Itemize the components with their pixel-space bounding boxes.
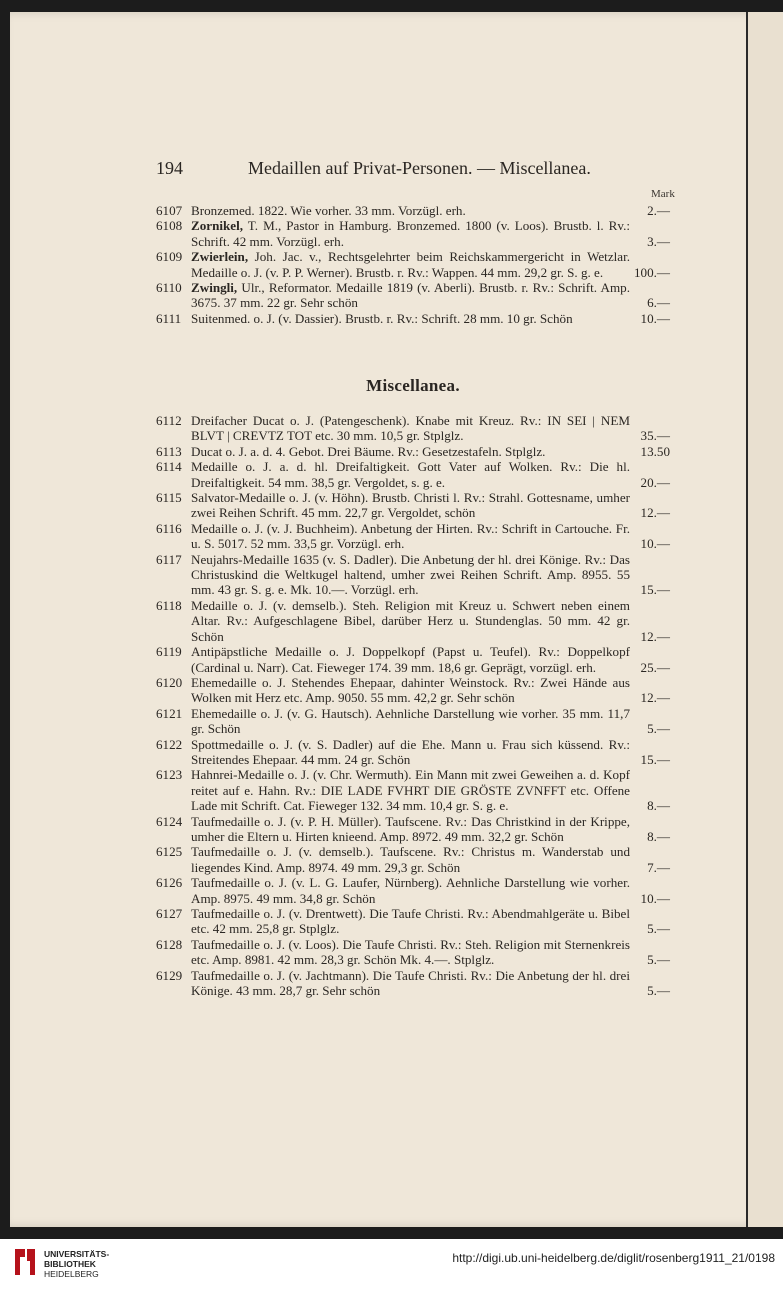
catalog-entry	[156, 968, 670, 999]
entry-description	[191, 937, 630, 968]
entry-text: Medaille o. J. (v. demselb.). Steh. Religion mit Kreuz u. Schwert neben einem Altar. Rv.: Aufgeschlagene Bibel, darüber Herz u. Stundenglas. 50 mm. 42 gr. Schön	[191, 597, 630, 644]
entry-price: 5.—	[647, 921, 670, 937]
entry-description	[191, 280, 630, 311]
entry-price: 3.—	[647, 233, 670, 249]
entry-price: 8.—	[647, 798, 670, 814]
entry-price: 5.—	[647, 952, 670, 968]
catalog-entry	[156, 459, 670, 490]
entry-person-name: Zwingli,	[191, 280, 238, 296]
catalog-entry	[156, 552, 670, 598]
logo-line-3: HEIDELBERG	[44, 1269, 99, 1279]
entry-description	[191, 490, 630, 521]
catalog-entry	[156, 444, 670, 459]
entry-price: 35.—	[640, 428, 670, 444]
catalog-entry	[156, 814, 670, 845]
logo-line-1: UNIVERSITÄTS-	[44, 1249, 110, 1259]
entry-description	[191, 644, 630, 675]
entry-number: 6109	[156, 249, 183, 265]
entry-text: Medaille o. J. (v. J. Buchheim). Anbetung der Hirten. Rv.: Schrift in Cartouche. Fr. u. S. 5017. 52 mm. 33,5 gr. Vorzügl. erh.	[191, 520, 630, 552]
catalog-entry	[156, 490, 670, 521]
catalog-entry	[156, 249, 670, 280]
entry-number: 6127	[156, 906, 183, 921]
entry-text: Dreifacher Ducat o. J. (Patengeschenk). Knabe mit Kreuz. Rv.: IN SEI | NEM BLVT | CREVTZ TOT etc. 30 mm. 10,5 gr. Stplglz.	[191, 413, 630, 444]
entry-number: 6120	[156, 674, 183, 690]
entry-price: 5.—	[647, 721, 670, 737]
catalog-entry	[156, 280, 670, 311]
entry-number: 6108	[156, 218, 183, 234]
source-url-link[interactable]: http://digi.ub.uni-heidelberg.de/diglit/rosenberg1911_21/0198	[452, 1251, 775, 1265]
entry-price: 6.—	[647, 295, 670, 311]
entry-price: 12.—	[640, 690, 670, 706]
entry-text: Taufmedaille o. J. (v. Loos). Die Taufe Christi. Rv.: Steh. Religion mit Sternenkreis etc. Amp. 8981. 42 mm. 28,3 gr. Schön Mk. 4.—. Stplglz.	[191, 936, 630, 968]
entry-price: 15.—	[640, 582, 670, 598]
catalog-entry	[156, 767, 670, 813]
entry-text: Ehemedaille o. J. (v. G. Hautsch). Aehnliche Darstellung wie vorher. 35 mm. 11,7 gr. Schön	[191, 705, 630, 737]
entry-number: 6112	[156, 413, 182, 428]
catalog-entry	[156, 413, 670, 444]
entry-text: Neujahrs-Medaille 1635 (v. S. Dadler). Die Anbetung der hl. drei Könige. Rv.: Das Christuskind die Weltkugel haltend, umher zwei Reihen Schrift. Amp. 8955. 55 mm. 43 gr. S. g. e. Mk. 10.—. Vorzügl. erh.	[191, 551, 630, 598]
entry-text: Salvator-Medaille o. J. (v. Höhn). Brustb. Christi l. Rv.: Strahl. Gottesname, umher zwei Reihen Schrift. 45 mm. 22,7 gr. Vergoldet, schön	[191, 490, 630, 521]
entry-number: 6118	[156, 597, 182, 613]
entry-description	[191, 906, 630, 937]
entry-description	[191, 552, 630, 598]
entry-price: 10.—	[640, 890, 670, 906]
entry-text: Spottmedaille o. J. (v. S. Dadler) auf die Ehe. Mann u. Frau sich küssend. Rv.: Streitendes Ehepaar. 44 mm. 24 gr. Schön	[191, 736, 630, 767]
entry-number: 6119	[156, 644, 182, 660]
entry-text: Bronzemed. 1822. Wie vorher. 33 mm. Vorzügl. erh.	[191, 203, 466, 218]
entry-text: Medaille o. J. a. d. hl. Dreifaltigkeit. Gott Vater auf Wolken. Rv.: Die hl. Dreifaltigkeit. 54 mm. 38,5 gr. Vergoldet, s. g. e.	[191, 459, 630, 490]
footer-bar	[0, 1239, 783, 1293]
entry-description	[191, 444, 630, 459]
entry-number: 6107	[156, 203, 183, 218]
entry-number: 6110	[156, 280, 182, 296]
entry-text: T. M., Pastor in Hamburg. Bronzemed. 1800 (v. Loos). Brustb. l. Rv.: Schrift. 42 mm. Vorzügl. erh.	[191, 218, 630, 249]
entry-price: 100.—	[633, 264, 670, 280]
catalog-entry	[156, 906, 670, 937]
page-number: 194	[156, 158, 183, 178]
entry-description	[191, 203, 630, 218]
entry-text: Taufmedaille o. J. (v. L. G. Laufer, Nürnberg). Aehnliche Darstellung wie vorher. Amp. 8975. 49 mm. 34,8 gr. Schön	[191, 875, 630, 906]
entry-description	[191, 521, 630, 552]
entry-number: 6125	[156, 844, 183, 860]
next-page-edge	[746, 12, 783, 1227]
entry-person-name: Zornikel,	[191, 218, 244, 234]
entry-description	[191, 844, 630, 875]
catalog-entry	[156, 218, 670, 249]
entry-text: Ulr., Reformator. Medaille 1819 (v. Aberli). Brustb. r. Rv.: Schrift. Amp. 3675. 37 mm. 22 gr. Sehr schön	[191, 280, 630, 311]
entry-number: 6121	[156, 705, 183, 721]
entry-price: 13.50	[640, 443, 670, 459]
entry-number: 6123	[156, 767, 183, 783]
catalog-entry	[156, 521, 670, 552]
entry-number: 6126	[156, 875, 183, 891]
entry-number: 6111	[156, 310, 182, 326]
entries-section-1	[156, 203, 670, 326]
entry-number: 6114	[156, 459, 182, 475]
entry-price: 12.—	[640, 505, 670, 521]
entry-price: 10.—	[640, 536, 670, 552]
entry-number: 6129	[156, 967, 183, 983]
catalog-entry	[156, 875, 670, 906]
entry-description	[191, 737, 630, 768]
entry-text: Ducat o. J. a. d. 4. Gebot. Drei Bäume. Rv.: Gesetzestafeln. Stplglz.	[191, 443, 546, 459]
entry-number: 6115	[156, 490, 182, 506]
entry-description	[191, 218, 630, 249]
entry-price: 8.—	[647, 828, 670, 844]
entry-description	[191, 459, 630, 490]
entry-person-name: Zwierlein,	[191, 249, 249, 265]
entry-price: 12.—	[640, 628, 670, 644]
entry-description	[191, 968, 630, 999]
catalog-entry	[156, 706, 670, 737]
entry-number: 6117	[156, 551, 182, 567]
entry-number: 6116	[156, 520, 182, 536]
entry-description	[191, 706, 630, 737]
entry-text: Taufmedaille o. J. (v. Jachtmann). Die Taufe Christi. Rv.: Die Anbetung der hl. drei Könige. 43 mm. 28,7 gr. Sehr schön	[191, 967, 630, 999]
entry-description	[191, 249, 630, 280]
entry-price: 5.—	[647, 983, 670, 999]
entry-price: 10.—	[640, 310, 670, 326]
catalog-entry	[156, 737, 670, 768]
entry-price: 2.—	[647, 203, 670, 218]
entries-section-2	[156, 413, 670, 998]
entry-description	[191, 675, 630, 706]
library-logo-text	[44, 1249, 109, 1279]
catalog-entry	[156, 311, 670, 326]
entry-description	[191, 598, 630, 644]
page-title: Medaillen auf Privat-Personen. — Miscellanea.	[248, 158, 591, 178]
entry-price: 7.—	[647, 859, 670, 875]
logo-line-2: BIBLIOTHEK	[44, 1259, 96, 1269]
catalog-entry	[156, 844, 670, 875]
entry-number: 6122	[156, 736, 183, 752]
section-heading: Miscellanea.	[366, 376, 460, 395]
entry-price: 25.—	[640, 659, 670, 675]
entry-description	[191, 875, 630, 906]
entry-text: Suitenmed. o. J. (v. Dassier). Brustb. r. Rv.: Schrift. 28 mm. 10 gr. Schön	[191, 310, 573, 326]
entry-description	[191, 413, 630, 444]
entry-price: 20.—	[640, 474, 670, 490]
catalog-entry	[156, 203, 670, 218]
entry-text: Taufmedaille o. J. (v. Drentwett). Die Taufe Christi. Rv.: Abendmahlgeräte u. Bibel etc. 42 mm. 25,8 gr. Stplglz.	[191, 906, 630, 937]
catalog-entry	[156, 644, 670, 675]
entry-description	[191, 814, 630, 845]
entry-price: 15.—	[640, 751, 670, 767]
entry-number: 6128	[156, 936, 183, 952]
entry-number: 6124	[156, 813, 183, 829]
catalog-entry	[156, 598, 670, 644]
entry-text: Taufmedaille o. J. (v. P. H. Müller). Taufscene. Rv.: Das Christkind in der Krippe, umher die Eltern u. Hirten knieend. Amp. 8972. 49 mm. 32,2 gr. Schön	[191, 813, 630, 844]
entry-description	[191, 311, 630, 326]
entry-text: Hahnrei-Medaille o. J. (v. Chr. Wermuth). Ein Mann mit zwei Geweihen a. d. Kopf reitet auf e. Hahn. Rv.: DIE LADE FVHRT DIE GRÖSTE ZVNFFT etc. Offene Lade mit Schrift. Cat. Fieweger 132. 34 mm. 10,4 gr. S. g. e.	[191, 767, 630, 814]
entry-text: Joh. Jac. v., Rechtsgelehrter beim Reichskammergericht in Wetzlar. Medaille o. J. (v. P. P. Werner). Brustb. r. Rv.: Wappen. 44 mm. 29,2 gr. S. g. e.	[191, 249, 630, 280]
library-logo-icon	[12, 1247, 38, 1277]
catalog-entry	[156, 675, 670, 706]
currency-column-label: Mark	[651, 188, 675, 200]
entry-number: 6113	[156, 443, 182, 459]
entry-description	[191, 767, 630, 813]
catalog-entry	[156, 937, 670, 968]
entry-text: Antipäpstliche Medaille o. J. Doppelkopf (Papst u. Teufel). Rv.: Doppelkopf (Cardinal u. Narr). Cat. Fieweger 174. 39 mm. 18,6 gr. Geprägt, vorzügl. erh.	[191, 644, 630, 675]
entry-text: Taufmedaille o. J. (v. demselb.). Taufscene. Rv.: Christus m. Wanderstab und liegendes Kind. Amp. 8974. 49 mm. 29,3 gr. Schön	[191, 844, 630, 875]
entry-text: Ehemedaille o. J. Stehendes Ehepaar, dahinter Weinstock. Rv.: Zwei Hände aus Wolken mit Herz etc. Amp. 9050. 55 mm. 42,2 gr. Sehr schön	[191, 674, 630, 706]
